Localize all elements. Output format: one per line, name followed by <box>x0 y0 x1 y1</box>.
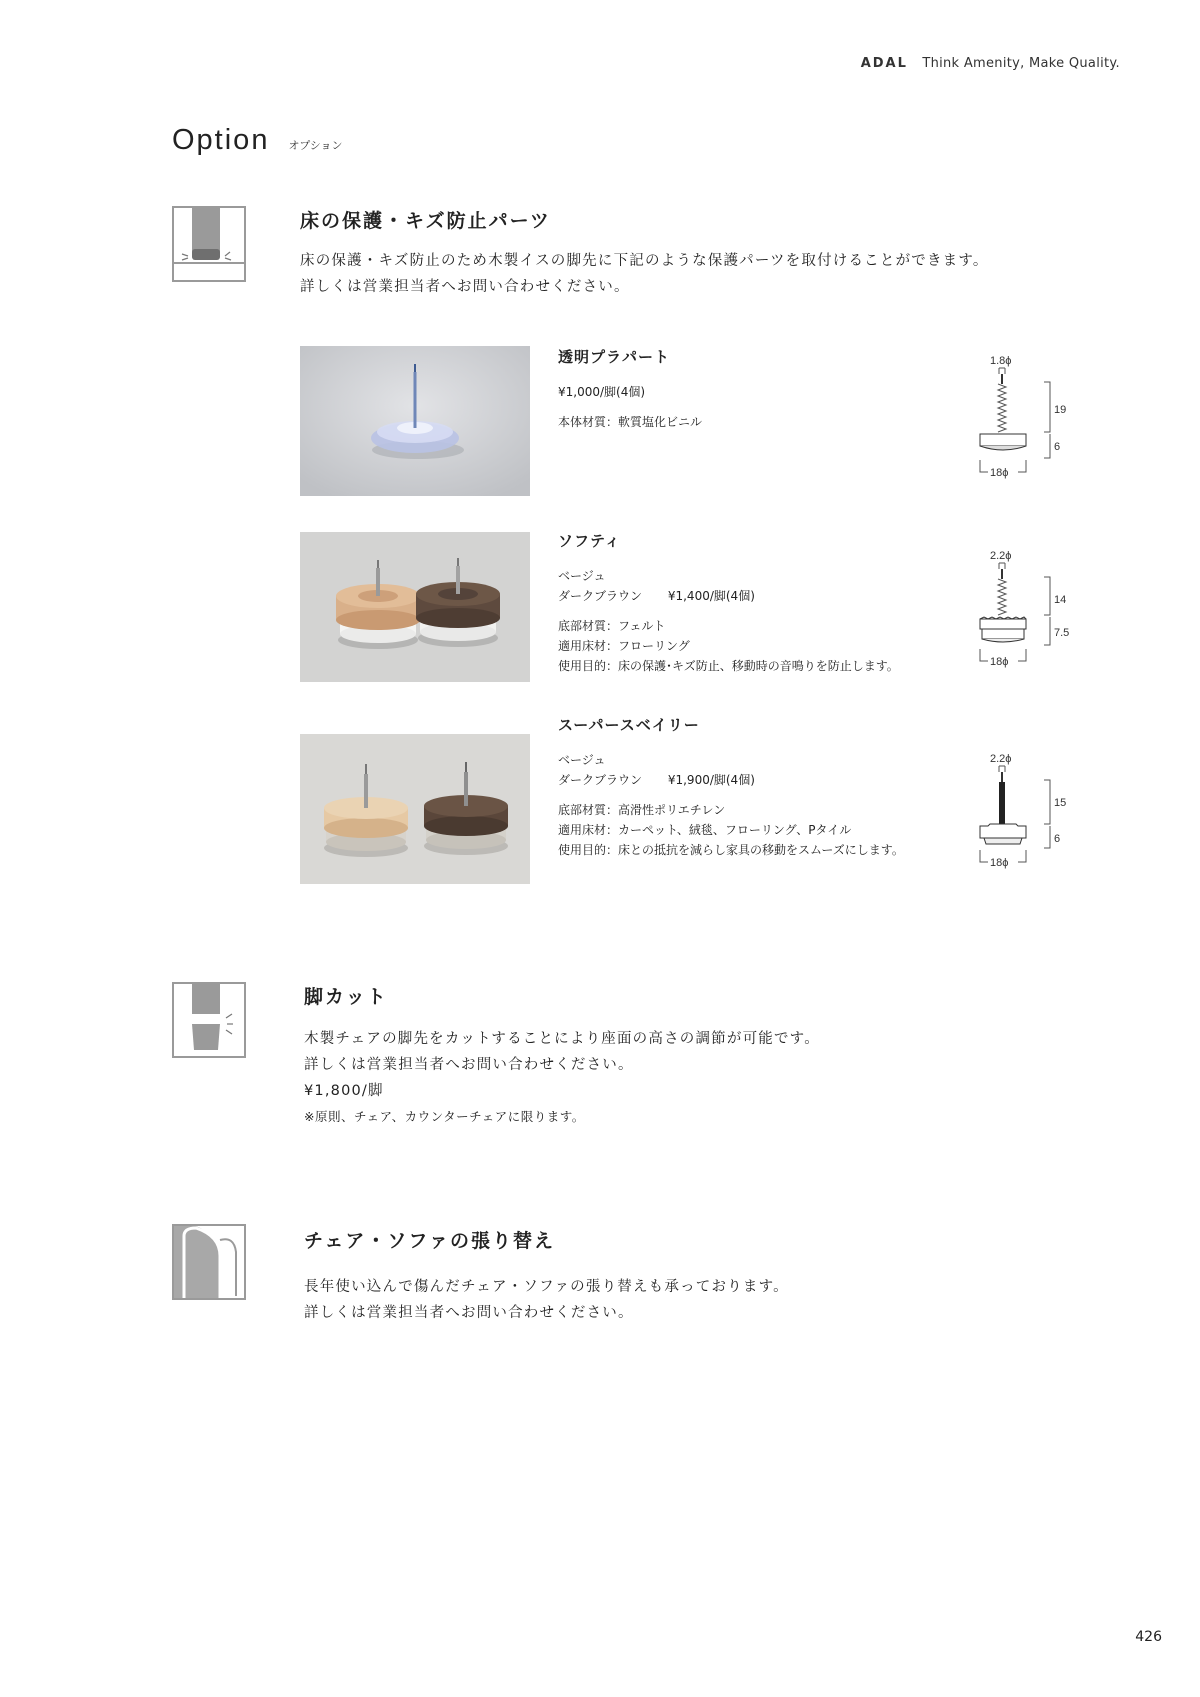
product-spec: 底部材質：フェルト <box>558 619 666 633</box>
dim-height-1: 15 <box>1054 797 1067 809</box>
product-spec: 使用目的：床との抵抗を減らし家具の移動をスムーズにします。 <box>558 843 904 857</box>
description-line: 詳しくは営業担当者へお問い合わせください。 <box>304 1305 634 1321</box>
product-details <box>558 750 904 860</box>
dimension-drawing <box>960 748 1080 898</box>
product-spec: 本体材質：軟質塩化ビニル <box>558 415 703 429</box>
product-color: ダークブラウン <box>558 589 643 603</box>
dim-height-1: 14 <box>1054 594 1067 606</box>
dim-base: 18ϕ <box>990 467 1009 479</box>
dimension-drawing <box>960 350 1080 500</box>
dim-pin: 2.2ϕ <box>990 550 1012 562</box>
brand-tagline: Think Amenity, Make Quality. <box>922 56 1120 71</box>
product-details <box>558 382 702 432</box>
page-title <box>172 124 343 157</box>
dim-pin: 2.2ϕ <box>990 753 1012 765</box>
note-line: ※原則、チェア、カウンターチェアに限ります。 <box>304 1109 585 1124</box>
leg-cut-description <box>304 1026 820 1130</box>
page-title-en: Option <box>172 124 270 156</box>
product-color-and-price <box>558 586 899 606</box>
description-line: 詳しくは営業担当者へお問い合わせください。 <box>304 1057 634 1073</box>
leg-cut-icon <box>172 982 246 1058</box>
product-name: 透明プラパート <box>558 348 671 366</box>
description-line: 詳しくは営業担当者へお問い合わせください。 <box>300 279 630 295</box>
price-line: ¥1,800/脚 <box>304 1083 384 1099</box>
reupholstery-heading: チェア・ソファの張り替え <box>304 1230 556 1252</box>
product-spec: 適用床材：カーペット、絨毯、フローリング、Pタイル <box>558 823 852 837</box>
reupholstery-icon <box>172 1224 246 1300</box>
dim-height-2: 7.5 <box>1054 627 1070 639</box>
product-color: ベージュ <box>558 569 606 583</box>
product-color: ダークブラウン <box>558 773 643 787</box>
reupholstery-description <box>304 1274 789 1326</box>
dim-height-2: 6 <box>1054 441 1061 453</box>
product-spec: 底部材質：高滑性ポリエチレン <box>558 803 726 817</box>
dim-base: 18ϕ <box>990 857 1009 869</box>
product-photo-super-smooth <box>300 734 530 884</box>
floor-protection-icon <box>172 206 246 282</box>
product-details <box>558 566 899 676</box>
page-title-jp: オプション <box>288 139 343 152</box>
description-line: 床の保護・キズ防止のため木製イスの脚先に下記のような保護パーツを取付けることができます。 <box>300 253 989 269</box>
product-photo-clear-pad <box>300 346 530 496</box>
dim-base: 18ϕ <box>990 656 1009 668</box>
floor-protection-heading: 床の保護・キズ防止パーツ <box>300 210 551 232</box>
product-name: ソフティ <box>558 532 621 550</box>
description-line: 長年使い込んで傷んだチェア・ソファの張り替えも承っております。 <box>304 1279 789 1295</box>
floor-protection-description <box>300 248 989 300</box>
leg-cut-heading: 脚カット <box>304 986 388 1008</box>
product-price: ¥1,400/脚(4個) <box>667 589 755 603</box>
page-header <box>861 56 1120 71</box>
product-color-and-price <box>558 770 904 790</box>
dim-pin: 1.8ϕ <box>990 355 1012 367</box>
description-line: 木製チェアの脚先をカットすることにより座面の高さの調節が可能です。 <box>304 1031 820 1047</box>
product-color: ベージュ <box>558 753 606 767</box>
product-name: スーパースベイリー <box>558 716 700 734</box>
product-price: ¥1,000/脚(4個) <box>558 385 646 399</box>
page-number: 426 <box>1135 1629 1162 1645</box>
product-photo-softy <box>300 532 530 682</box>
product-spec: 使用目的：床の保護･キズ防止、移動時の音鳴りを防止します。 <box>558 659 899 673</box>
product-spec: 適用床材：フローリング <box>558 639 690 653</box>
brand-name: ADAL <box>860 56 908 71</box>
dim-height-1: 19 <box>1054 404 1067 416</box>
dimension-drawing <box>960 545 1080 695</box>
product-price: ¥1,900/脚(4個) <box>667 773 755 787</box>
dim-height-2: 6 <box>1054 833 1061 845</box>
